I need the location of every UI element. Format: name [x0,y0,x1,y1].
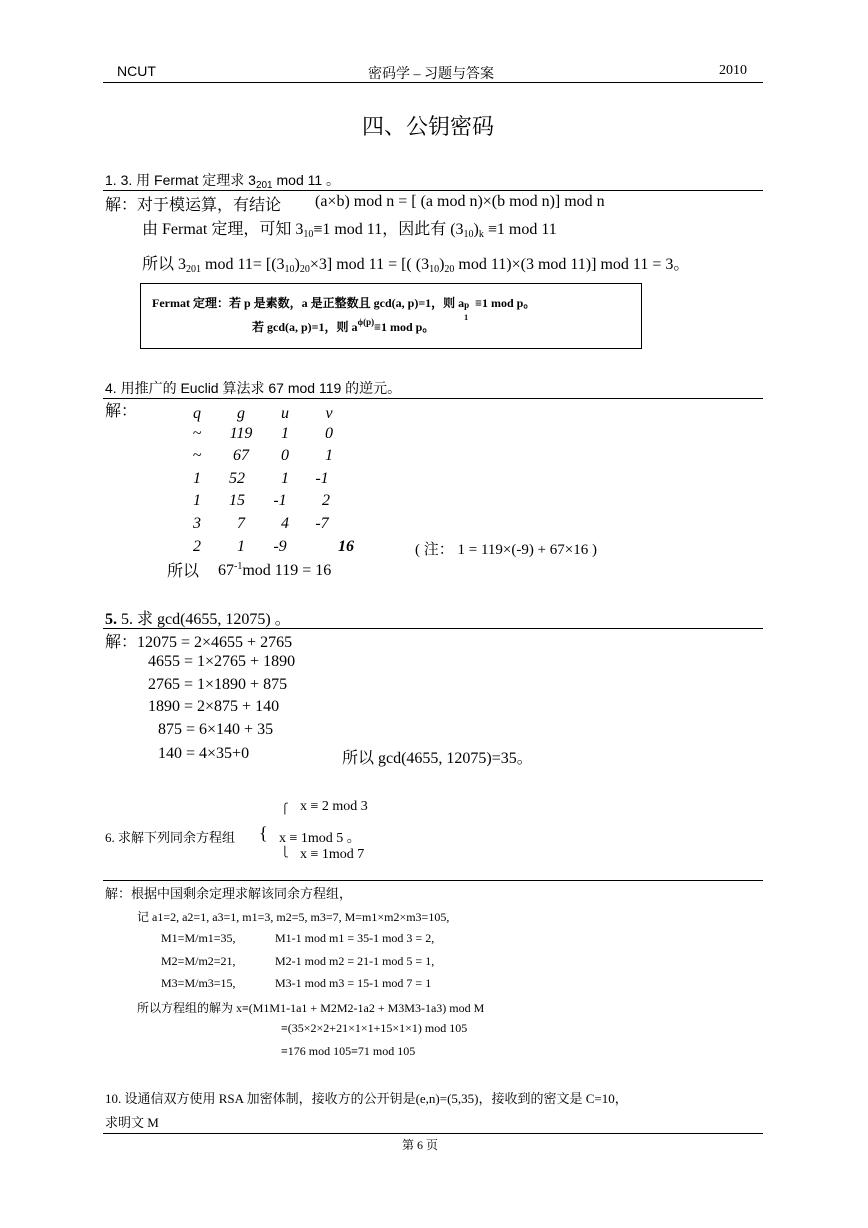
table-cell: 1 [281,470,289,487]
table-cell: -1 [315,470,329,487]
table-cell: -1 [273,492,287,509]
solution-4-label: 解： [105,403,138,420]
page-title: 四、公钥密码 [362,114,495,139]
table-cell: 1 [237,538,245,555]
equation-3: ⎩ x ≡ 1mod 7 [281,847,365,862]
solution-6-line: M2-1 mod m2 = 21-1 mod 5 = 1, [275,954,435,968]
solution-4-result-label: 所以 [167,563,200,580]
table-cell: 2 [322,492,330,509]
solution-4-note: ( 注： 1 = 119×(-9) + 67×16 ) [415,542,598,558]
header-left: NCUT [117,63,156,79]
table-header-g: g [237,405,245,422]
footer-rule [103,1133,763,1134]
question-5: 5. 5. 求 gcd(4655, 12075) 。 [105,611,291,628]
solution-5-line: 4655 = 1×2765 + 1890 [148,653,296,670]
table-cell: 0 [325,425,333,442]
solution-5-line: 875 = 6×140 + 35 [158,721,274,738]
solution-1-label: 解：对于模运算，有结论 [105,197,282,214]
solution-1-formula: (a×b) mod n = [ (a mod n)×(b mod n)] mod n [315,193,605,210]
solution-5-line: 解：12075 = 2×4655 + 2765 [105,634,293,651]
table-cell: 1 [281,425,289,442]
table-cell: -9 [273,538,287,555]
question-6-rule [103,880,763,881]
header-center: 密码学 – 习题与答案 [368,67,494,82]
table-cell: 4 [281,515,289,532]
table-cell: 52 [229,470,245,487]
table-header-v: v [325,405,333,422]
table-header-q: q [193,405,201,422]
table-header-u: u [281,405,289,422]
table-cell: -7 [315,515,329,532]
solution-4-result: $67^{-1}mod$ 119 = 16 [218,561,332,579]
table-cell: 2 [193,538,201,555]
solution-6-line: M2=M/m2=21, [161,954,236,968]
question-1-rule [103,190,763,191]
solution-6-line: ≡176 mod 105≡71 mod 105 [281,1044,416,1058]
solution-1-line2: 由 Fermat 定理，可知 310≡1 mod 11，因此有 (310)k ≡1 mod 11 [142,221,557,240]
table-cell: ~ [192,425,202,442]
table-cell: 1 [325,447,333,464]
table-cell: 119 [229,425,253,442]
table-cell: 1 [193,470,201,487]
solution-6-line: M1-1 mod m1 = 35-1 mod 3 = 2, [275,931,435,945]
fermat-theorem-box [140,283,642,349]
solution-5-conclusion: 所以 gcd(4655, 12075)=35。 [342,750,533,767]
equation-2: x ≡ 1mod 5 。 [279,831,361,846]
question-4: 4. 用推广的 Euclid 算法求 67 mod 119 的逆元。 [105,380,402,396]
table-cell: 3 [193,515,201,532]
page-number: 第 6 页 [402,1138,439,1152]
fermat-box-line1: Fermat 定理：若 p 是素数，a 是正整数且 gcd(a, p)=1，则 a p 1 ≡1 mod p。 [152,296,536,322]
equation-1: ⎧ x ≡ 2 mod 3 [281,799,368,815]
table-cell: 67 [233,447,249,464]
header-rule [103,82,763,83]
table-cell-result: 16 [338,538,354,555]
solution-5-line: 1890 = 2×875 + 140 [148,698,280,715]
solution-6-line: ≡(35×2×2+21×1×1+15×1×1) mod 105 [281,1021,468,1035]
table-cell: 1 [193,492,201,509]
table-cell: 0 [281,447,289,464]
header-right: 2010 [719,63,747,78]
fermat-box-line2: 若 gcd(a, p)=1，则 $a^{\phi(p)}\equiv 1$ mod p。 [252,317,435,334]
table-cell: 7 [237,515,245,532]
system-brace-icon: { [259,823,268,843]
question-10-line2: 求明文 M [105,1115,159,1130]
solution-5-line: 140 = 4×35+0 [158,745,250,762]
solution-6-line: 记 a1=2, a2=1, a3=1, m1=3, m2=5, m3=7, M=m1×m2×m3=105, [137,910,450,924]
solution-6-line: 所以方程组的解为 x≡(M1M1-1a1 + M2M2-1a2 + M3M3-1a3) mod M [137,1001,485,1015]
table-cell: 15 [229,492,245,509]
solution-6-line: M1=M/m1=35, [161,931,236,945]
solution-6-line: M3=M/m3=15, [161,976,236,990]
question-6: 6. 求解下列同余方程组 [105,830,236,845]
question-1: 1. 3. 用 Fermat 定理求 $3_{201}$ mod 11 。 [105,172,341,191]
solution-6-label: 解：根据中国剩余定理求解该同余方程组， [105,886,353,901]
solution-5-line: 2765 = 1×1890 + 875 [148,676,288,693]
solution-6-line: M3-1 mod m3 = 15-1 mod 7 = 1 [275,976,432,990]
solution-1-line3: 所以 3201 mod 11= [(310)20×3] mod 11 = [( (310)20 mod 11)×(3 mod 11)] mod 11 = 3。 [142,256,690,275]
table-cell: ~ [192,447,202,464]
question-4-rule [103,398,763,399]
question-10-line1: 10. 设通信双方使用 RSA 加密体制，接收方的公开钥是(e,n)=(5,35)，接收到的密文是 C=10， [105,1091,628,1106]
